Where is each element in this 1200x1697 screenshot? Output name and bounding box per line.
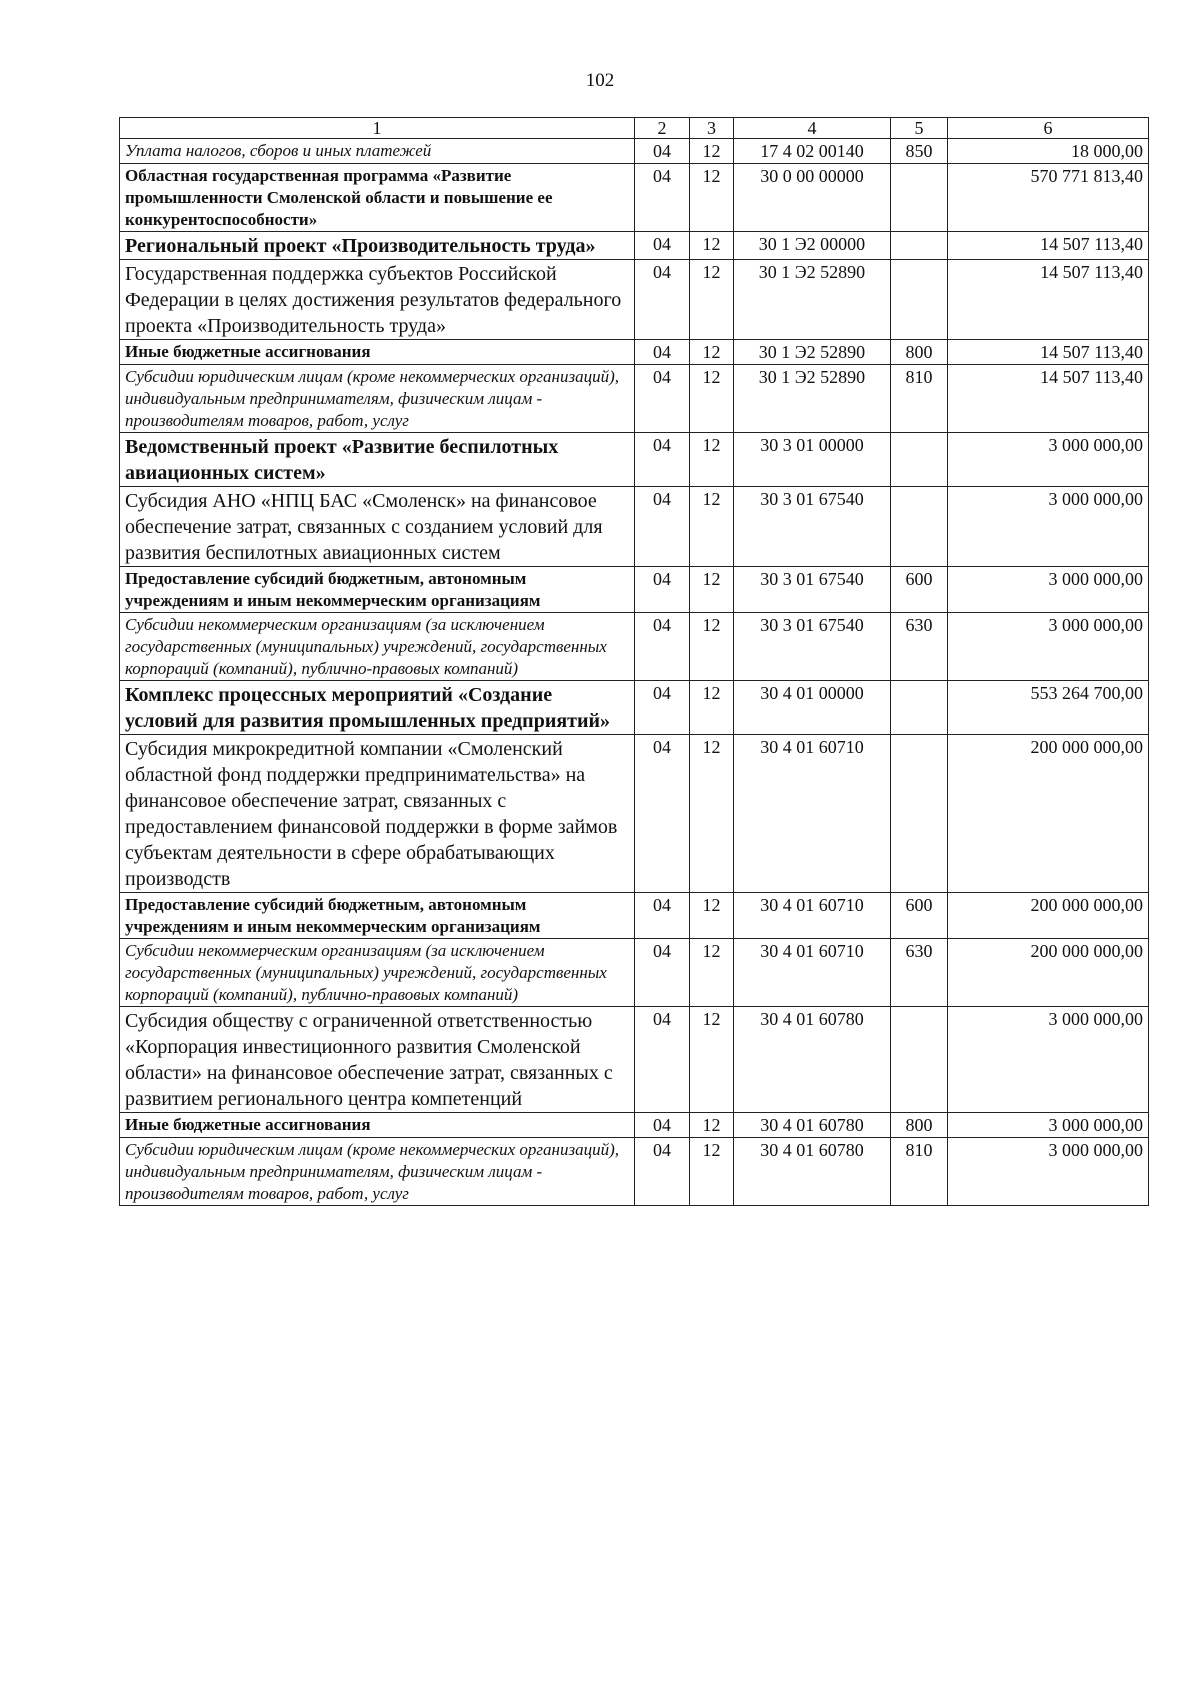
row-name: Субсидии юридическим лицам (кроме некоммерческих организаций), индивидуальным предпринимателям, физическим лицам - производителям товаров, работ, услуг: [120, 1138, 635, 1206]
table-row: [120, 939, 1149, 1007]
row-expense-type: 850: [891, 139, 948, 164]
row-target-code: 30 3 01 00000: [734, 433, 891, 487]
row-subsection: 12: [690, 735, 734, 893]
row-name: Субсидии некоммерческим организациям (за исключением государственных (муниципальных) учреждений, государственных корпораций (компаний), публично-правовых компаний): [120, 939, 635, 1007]
row-amount: 3 000 000,00: [948, 1007, 1149, 1113]
row-section: 04: [635, 260, 690, 340]
row-expense-type: [891, 735, 948, 893]
row-subsection: 12: [690, 1113, 734, 1138]
row-expense-type: 800: [891, 1113, 948, 1138]
row-name: Предоставление субсидий бюджетным, автономным учреждениям и иным некоммерческим организациям: [120, 567, 635, 613]
row-target-code: 30 1 Э2 00000: [734, 232, 891, 260]
row-expense-type: 600: [891, 567, 948, 613]
row-expense-type: 810: [891, 365, 948, 433]
row-subsection: 12: [690, 139, 734, 164]
column-header-6: 6: [948, 118, 1149, 139]
table-row: [120, 1007, 1149, 1113]
row-section: 04: [635, 164, 690, 232]
row-expense-type: [891, 260, 948, 340]
row-section: 04: [635, 1113, 690, 1138]
row-name: Субсидии юридическим лицам (кроме некоммерческих организаций), индивидуальным предпринимателям, физическим лицам - производителям товаров, работ, услуг: [120, 365, 635, 433]
row-section: 04: [635, 232, 690, 260]
row-section: 04: [635, 567, 690, 613]
row-amount: 14 507 113,40: [948, 260, 1149, 340]
row-subsection: 12: [690, 164, 734, 232]
row-amount: 3 000 000,00: [948, 433, 1149, 487]
row-section: 04: [635, 681, 690, 735]
row-subsection: 12: [690, 613, 734, 681]
row-amount: 3 000 000,00: [948, 567, 1149, 613]
row-name: Субсидия АНО «НПЦ БАС «Смоленск» на финансовое обеспечение затрат, связанных с созданием условий для развития беспилотных авиационных систем: [120, 487, 635, 567]
row-expense-type: 600: [891, 893, 948, 939]
row-amount: 14 507 113,40: [948, 365, 1149, 433]
column-header-3: 3: [690, 118, 734, 139]
row-name: Региональный проект «Производительность труда»: [120, 232, 635, 260]
row-target-code: 30 3 01 67540: [734, 567, 891, 613]
row-name: Иные бюджетные ассигнования: [120, 340, 635, 365]
row-section: 04: [635, 1007, 690, 1113]
table-row: [120, 1138, 1149, 1206]
table-row: [120, 487, 1149, 567]
row-subsection: 12: [690, 232, 734, 260]
row-name: Субсидии некоммерческим организациям (за исключением государственных (муниципальных) учреждений, государственных корпораций (компаний), публично-правовых компаний): [120, 613, 635, 681]
row-expense-type: 810: [891, 1138, 948, 1206]
row-amount: 14 507 113,40: [948, 232, 1149, 260]
row-amount: 3 000 000,00: [948, 1113, 1149, 1138]
table-row: [120, 613, 1149, 681]
row-section: 04: [635, 340, 690, 365]
row-target-code: 30 1 Э2 52890: [734, 365, 891, 433]
row-subsection: 12: [690, 1138, 734, 1206]
row-name: Предоставление субсидий бюджетным, автономным учреждениям и иным некоммерческим организациям: [120, 893, 635, 939]
row-expense-type: 800: [891, 340, 948, 365]
row-subsection: 12: [690, 939, 734, 1007]
table-row: [120, 1113, 1149, 1138]
table-row: [120, 260, 1149, 340]
row-name: Областная государственная программа «Развитие промышленности Смоленской области и повышение ее конкурентоспособности»: [120, 164, 635, 232]
table-row: [120, 893, 1149, 939]
row-amount: 18 000,00: [948, 139, 1149, 164]
row-subsection: 12: [690, 1007, 734, 1113]
row-amount: 200 000 000,00: [948, 893, 1149, 939]
row-target-code: 30 0 00 00000: [734, 164, 891, 232]
page-number: 102: [585, 70, 615, 91]
row-section: 04: [635, 1138, 690, 1206]
row-amount: 3 000 000,00: [948, 613, 1149, 681]
row-target-code: 30 4 01 60780: [734, 1138, 891, 1206]
row-section: 04: [635, 735, 690, 893]
row-subsection: 12: [690, 433, 734, 487]
table-row: [120, 433, 1149, 487]
row-section: 04: [635, 487, 690, 567]
row-name: Ведомственный проект «Развитие беспилотных авиационных систем»: [120, 433, 635, 487]
header-row: [120, 118, 1149, 139]
row-expense-type: [891, 232, 948, 260]
row-amount: 14 507 113,40: [948, 340, 1149, 365]
row-target-code: 30 1 Э2 52890: [734, 340, 891, 365]
row-target-code: 17 4 02 00140: [734, 139, 891, 164]
row-name: Комплекс процессных мероприятий «Создание условий для развития промышленных предприятий»: [120, 681, 635, 735]
row-name: Субсидия микрокредитной компании «Смоленский областной фонд поддержки предпринимательства» на финансовое обеспечение затрат, связанных с предоставлением финансовой поддержки в форме займов субъектам деятельности в сфере обрабатывающих производств: [120, 735, 635, 893]
row-target-code: 30 4 01 60780: [734, 1007, 891, 1113]
row-target-code: 30 4 01 60710: [734, 735, 891, 893]
table-body: [120, 139, 1149, 1206]
row-section: 04: [635, 365, 690, 433]
row-amount: 570 771 813,40: [948, 164, 1149, 232]
row-amount: 3 000 000,00: [948, 1138, 1149, 1206]
row-target-code: 30 4 01 00000: [734, 681, 891, 735]
row-amount: 553 264 700,00: [948, 681, 1149, 735]
row-subsection: 12: [690, 340, 734, 365]
row-expense-type: [891, 681, 948, 735]
column-header-4: 4: [734, 118, 891, 139]
row-name: Иные бюджетные ассигнования: [120, 1113, 635, 1138]
row-section: 04: [635, 893, 690, 939]
table-row: [120, 232, 1149, 260]
row-target-code: 30 4 01 60780: [734, 1113, 891, 1138]
table-row: [120, 567, 1149, 613]
column-header-1: 1: [120, 118, 635, 139]
row-expense-type: [891, 1007, 948, 1113]
column-header-5: 5: [891, 118, 948, 139]
row-expense-type: 630: [891, 939, 948, 1007]
row-target-code: 30 1 Э2 52890: [734, 260, 891, 340]
row-target-code: 30 4 01 60710: [734, 939, 891, 1007]
column-header-2: 2: [635, 118, 690, 139]
table-row: [120, 735, 1149, 893]
row-expense-type: 630: [891, 613, 948, 681]
row-name: Государственная поддержка субъектов Российской Федерации в целях достижения результатов федерального проекта «Производительность труда»: [120, 260, 635, 340]
row-subsection: 12: [690, 893, 734, 939]
row-name: Субсидия обществу с ограниченной ответственностью «Корпорация инвестиционного развития Смоленской области» на финансовое обеспечение затрат, связанных с развитием регионального центра компетенций: [120, 1007, 635, 1113]
table-row: [120, 164, 1149, 232]
row-section: 04: [635, 139, 690, 164]
row-subsection: 12: [690, 567, 734, 613]
row-target-code: 30 3 01 67540: [734, 613, 891, 681]
row-name: Уплата налогов, сборов и иных платежей: [120, 139, 635, 164]
row-amount: 200 000 000,00: [948, 939, 1149, 1007]
row-subsection: 12: [690, 260, 734, 340]
row-expense-type: [891, 487, 948, 567]
row-section: 04: [635, 613, 690, 681]
row-expense-type: [891, 164, 948, 232]
row-expense-type: [891, 433, 948, 487]
row-target-code: 30 4 01 60710: [734, 893, 891, 939]
row-amount: 200 000 000,00: [948, 735, 1149, 893]
row-section: 04: [635, 939, 690, 1007]
budget-table: [119, 117, 1149, 1206]
row-subsection: 12: [690, 487, 734, 567]
row-target-code: 30 3 01 67540: [734, 487, 891, 567]
table-row: [120, 139, 1149, 164]
row-amount: 3 000 000,00: [948, 487, 1149, 567]
row-section: 04: [635, 433, 690, 487]
row-subsection: 12: [690, 681, 734, 735]
table-row: [120, 340, 1149, 365]
row-subsection: 12: [690, 365, 734, 433]
table-row: [120, 681, 1149, 735]
table-row: [120, 365, 1149, 433]
